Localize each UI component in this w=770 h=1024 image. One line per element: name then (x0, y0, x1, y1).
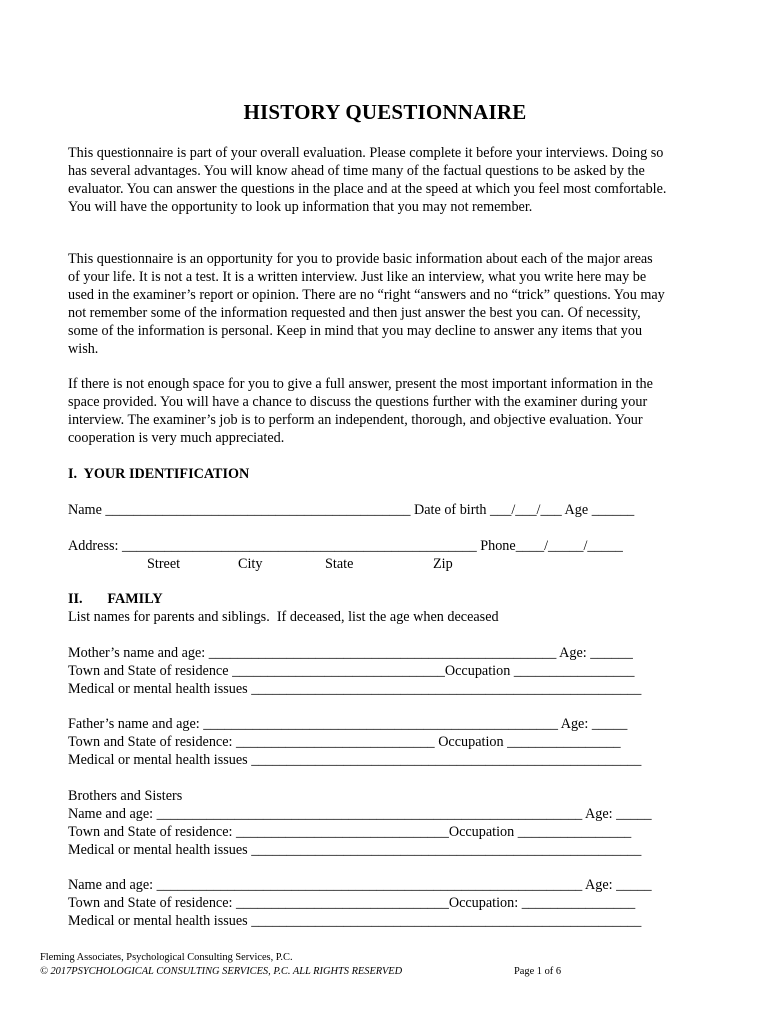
footer-company: Fleming Associates, Psychological Consulting Services, P.C. (40, 952, 293, 963)
name-dob-age-line[interactable]: Name ___________________________________________ Date of birth ___/___/___ Age ______ (68, 502, 635, 518)
sibling-1-name-line[interactable]: Name and age: ____________________________________________________________ Age: _____ (68, 806, 652, 822)
father-medical-line[interactable]: Medical or mental health issues _______________________________________________________ (68, 752, 642, 768)
address-label-street: Street (147, 556, 181, 572)
sibling-2-medical-line[interactable]: Medical or mental health issues _______________________________________________________ (68, 913, 642, 929)
sibling-1-medical-line[interactable]: Medical or mental health issues _______________________________________________________ (68, 842, 642, 858)
father-name-line[interactable]: Father’s name and age: __________________________________________________ Age: _____ (68, 716, 628, 732)
footer-page-number: Page 1 of 6 (514, 966, 562, 977)
father-residence-line[interactable]: Town and State of residence: ____________________________ Occupation ________________ (68, 734, 621, 750)
page-title: HISTORY QUESTIONNAIRE (243, 100, 527, 124)
section-2-heading: II. FAMILY (68, 591, 163, 607)
section-1-heading: I. YOUR IDENTIFICATION (68, 466, 250, 482)
sibling-2-name-line[interactable]: Name and age: ____________________________________________________________ Age: _____ (68, 877, 652, 893)
address-phone-line[interactable]: Address: __________________________________________________ Phone____/_____/_____ (68, 538, 623, 554)
intro-paragraph-2: This questionnaire is an opportunity for you to provide basic information about each of the major areas of your life. It is not a test. It is a written interview. Just like an interview, what you write here may be used in the examiner’s report or opinion. There are no “right “answers and no “trick” questions. You may not remember some of the information requested and then just answer the best you can. Of necessity, some of the information is personal. Keep in mind that you may decline to answer any items that you wish. (68, 251, 665, 357)
intro-paragraph-3: If there is not enough space for you to give a full answer, present the most important information in the space provided. You will have a chance to discuss the questions further with the examiner during your interview. The examiner’s job is to perform an independent, thorough, and objective evaluation. Your cooperation is very much appreciated. (68, 376, 653, 446)
mother-name-line[interactable]: Mother’s name and age: _________________________________________________ Age: ______ (68, 645, 633, 661)
address-label-city: City (238, 556, 263, 572)
sibling-1-residence-line[interactable]: Town and State of residence: ______________________________Occupation ________________ (68, 824, 632, 840)
address-label-state: State (325, 556, 354, 572)
mother-residence-line[interactable]: Town and State of residence ______________________________Occupation _________________ (68, 663, 635, 679)
siblings-label: Brothers and Sisters (68, 788, 183, 804)
sibling-2-residence-line[interactable]: Town and State of residence: ______________________________Occupation: ________________ (68, 895, 636, 911)
footer-copyright: © 2017PSYCHOLOGICAL CONSULTING SERVICES, P.C. ALL RIGHTS RESERVED (40, 966, 403, 977)
address-label-zip: Zip (433, 556, 453, 572)
intro-paragraph-1: This questionnaire is part of your overall evaluation. Please complete it before your interviews. Doing so has several advantages. You will know ahead of time many of the factual questions to be asked by the evaluator. You can answer the questions in the place and at the speed at which you feel most comfortable. You will have the opportunity to look up information that you may not remember. (68, 145, 667, 215)
mother-medical-line[interactable]: Medical or mental health issues _______________________________________________________ (68, 681, 642, 697)
family-instruction: List names for parents and siblings. If deceased, list the age when deceased (68, 609, 499, 625)
